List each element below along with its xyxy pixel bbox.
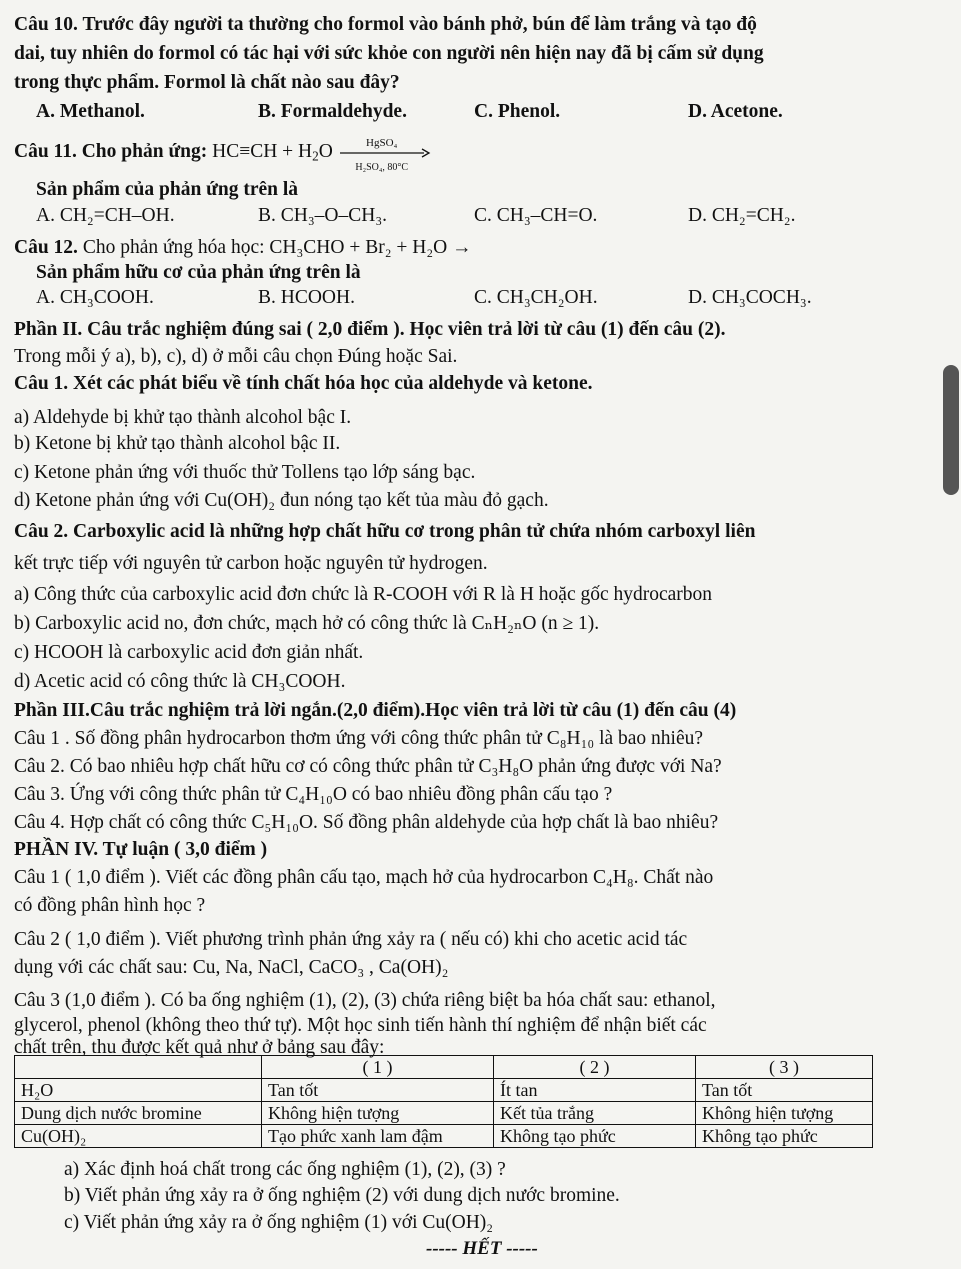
part2-q2-d: d) Acetic acid có công thức là CH₃COOH. (14, 671, 346, 692)
table-cell: Tạo phức xanh lam đậm (262, 1125, 494, 1148)
q10-line-3: trong thực phẩm. Formol là chất nào sau đây? (14, 72, 400, 93)
q10-line-2: dai, tuy nhiên do formol có tác hại với sức khỏe con người nên hiện nay đã bị cấm sử dụng (14, 43, 764, 64)
part2-q1-a: a) Aldehyde bị khử tạo thành alcohol bậc I. (14, 407, 352, 428)
part3-q2: Câu 2. Có bao nhiêu hợp chất hữu cơ có công thức phân tử C₃H₈O phản ứng được với Na? (14, 756, 722, 777)
q12-options (0, 286, 961, 310)
table-header-cell: ( 2 ) (494, 1056, 696, 1079)
q10-line-1: Câu 10. Trước đây người ta thường cho formol vào bánh phở, bún để làm trắng và tạo độ (14, 14, 757, 35)
part4-q3-b: b) Viết phản ứng xảy ra ở ống nghiệm (2) với dung dịch nước bromine. (64, 1185, 620, 1206)
q12-option-c: C. CH₃CH₂OH. (474, 287, 598, 308)
table-row (15, 1079, 873, 1102)
part2-q2-b: b) Carboxylic acid no, đơn chức, mạch hở có công thức là CₙH₂ₙO (n ≥ 1). (14, 613, 600, 634)
q10-option-a: A. Methanol. (36, 101, 145, 122)
part2-q1: Câu 1. Xét các phát biểu về tính chất hóa học của aldehyde và ketone. (14, 373, 593, 394)
part3-q1: Câu 1 . Số đồng phân hydrocarbon thơm ứng với công thức phân tử C₈H₁₀ là bao nhiêu? (14, 728, 704, 749)
table-cell: Dung dịch nước bromine (15, 1102, 262, 1125)
table-row (15, 1125, 873, 1148)
part4-q2-line-1: Câu 2 ( 1,0 điểm ). Viết phương trình phản ứng xảy ra ( nếu có) khi cho acetic acid tác (14, 929, 688, 950)
q10-option-c: C. Phenol. (474, 101, 561, 122)
q12-option-a: A. CH₃COOH. (36, 287, 154, 308)
part4-q3-line-3: chất trên, thu được kết quả như ở bảng sau đây: (14, 1037, 385, 1058)
results-table (14, 1055, 873, 1148)
q11-option-c: C. CH₃–CH=O. (474, 205, 598, 226)
part4-q3-a: a) Xác định hoá chất trong các ống nghiệm (1), (2), (3) ? (64, 1159, 506, 1180)
part3-q4: Câu 4. Hợp chất có công thức C₅H₁₀O. Số đồng phân aldehyde của hợp chất là bao nhiêu? (14, 812, 719, 833)
table-cell: H₂O (15, 1079, 262, 1102)
table-cell: Cu(OH)₂ (15, 1125, 262, 1148)
q10-options (0, 100, 961, 124)
q11-equation: $HC\equiv CH + H_2O$ (212, 141, 333, 164)
part2-q1-c: c) Ketone phản ứng với thuốc thử Tollens tạo lớp sáng bạc. (14, 462, 476, 483)
part4-q3-line-2: glycerol, phenol (không theo thứ tự). Một học sinh tiến hành thí nghiệm để nhận biết các (14, 1015, 707, 1036)
part2-q2-c: c) HCOOH là carboxylic acid đơn giản nhất. (14, 642, 364, 663)
table-cell: Tan tốt (696, 1079, 873, 1102)
part2-instruction: Trong mỗi ý a), b), c), d) ở mỗi câu chọn Đúng hoặc Sai. (14, 346, 458, 367)
part2-q1-b: b) Ketone bị khử tạo thành alcohol bậc II. (14, 433, 341, 454)
q11-options (0, 204, 961, 228)
part4-q1-line-1: Câu 1 ( 1,0 điểm ). Viết các đồng phân cấu tạo, mạch hở của hydrocarbon C₄H₈. Chất nào (14, 867, 714, 888)
part4-q1-line-2: có đồng phân hình học ? (14, 895, 206, 916)
part3-title: Phần III.Câu trắc nghiệm trả lời ngắn.(2,0 điểm).Học viên trả lời từ câu (1) đến câu (4) (14, 700, 737, 721)
q12-option-b: B. HCOOH. (258, 287, 355, 308)
q12-line-2: Sản phẩm hữu cơ của phản ứng trên là (36, 262, 361, 283)
q11-line-2: Sản phẩm của phản ứng trên là (36, 179, 299, 200)
q10-option-b: B. Formaldehyde. (258, 101, 407, 122)
table-cell: Không tạo phức (494, 1125, 696, 1148)
table-header-row (15, 1056, 873, 1079)
table-cell: Ít tan (494, 1079, 696, 1102)
end-marker: ----- HẾT ----- (426, 1238, 538, 1259)
q12-option-d: D. CH₃COCH₃. (688, 287, 812, 308)
part4-q3-c: c) Viết phản ứng xảy ra ở ống nghiệm (1) với Cu(OH)₂ (64, 1212, 494, 1233)
table-cell: Không tạo phức (696, 1125, 873, 1148)
table-cell: Kết tủa trắng (494, 1102, 696, 1125)
reaction-arrow: HgSO₄ H₂SO₄, 80°C (338, 143, 432, 163)
part2-q1-d: d) Ketone phản ứng với Cu(OH)₂ đun nóng tạo kết tủa màu đỏ gạch. (14, 490, 549, 511)
q10-option-d: D. Acetone. (688, 101, 783, 122)
q12-line-1: Câu 12. Cho phản ứng hóa học: CH₃CHO + Br₂ + H₂O → (14, 237, 472, 258)
table-header-cell: ( 3 ) (696, 1056, 873, 1079)
scrollbar-thumb[interactable] (943, 365, 959, 495)
part2-q2-line-1: Câu 2. Carboxylic acid là những hợp chất hữu cơ trong phân tử chứa nhóm carboxyl liên (14, 521, 756, 542)
part2-q2-line-2: kết trực tiếp với nguyên tử carbon hoặc nguyên tử hydrogen. (14, 553, 488, 574)
table-cell: Không hiện tượng (696, 1102, 873, 1125)
q11-option-a: A. CH₂=CH–OH. (36, 205, 175, 226)
q11-line-1: Câu 11. Cho phản ứng: $HC\equiv CH + H_2O$ HgSO₄ H₂SO₄, 80°C (14, 140, 432, 164)
part4-q3-line-1: Câu 3 (1,0 điểm ). Có ba ống nghiệm (1), (2), (3) chứa riêng biệt ba hóa chất sau: ethanol, (14, 990, 716, 1011)
table-cell: Không hiện tượng (262, 1102, 494, 1125)
part3-q3: Câu 3. Ứng với công thức phân tử C₄H₁₀O có bao nhiêu đồng phân cấu tạo ? (14, 784, 613, 805)
part4-q2-line-2: dụng với các chất sau: Cu, Na, NaCl, CaCO₃ , Ca(OH)₂ (14, 957, 449, 978)
table-row (15, 1102, 873, 1125)
part4-title: PHẦN IV. Tự luận ( 3,0 điểm ) (14, 839, 268, 860)
q11-option-b: B. CH₃–O–CH₃. (258, 205, 387, 226)
part2-title: Phần II. Câu trắc nghiệm đúng sai ( 2,0 điểm ). Học viên trả lời từ câu (1) đến câu (2). (14, 319, 726, 340)
table-cell: Tan tốt (262, 1079, 494, 1102)
part2-q2-a: a) Công thức của carboxylic acid đơn chức là R-COOH với R là H hoặc gốc hydrocarbon (14, 584, 713, 605)
table-header-cell: ( 1 ) (262, 1056, 494, 1079)
table-header-cell (15, 1056, 262, 1079)
q11-option-d: D. CH₂=CH₂. (688, 205, 796, 226)
